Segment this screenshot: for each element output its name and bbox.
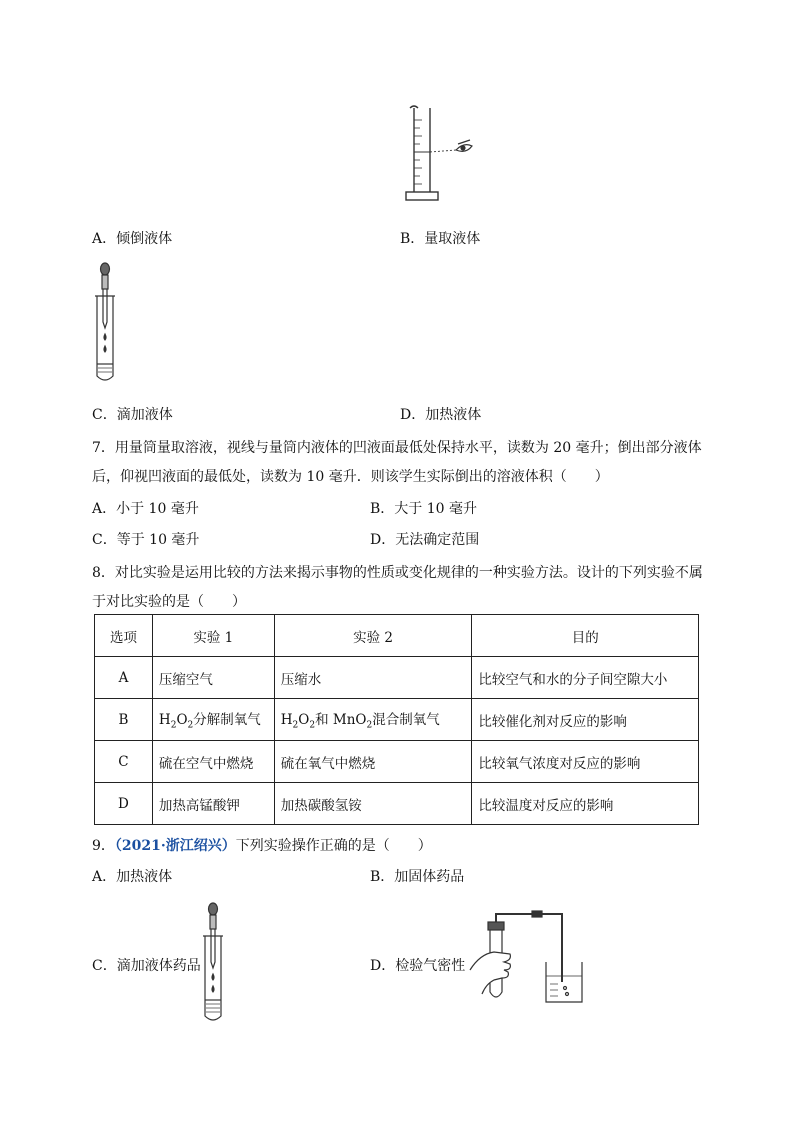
header-exp2: 实验 2 — [274, 615, 472, 657]
row-exp1: 硫在空气中燃烧 — [152, 741, 274, 783]
q7-option-b: B．大于 10 毫升 — [370, 501, 478, 517]
q7-stem-line2: 后，仰视凹液面的最低处，读数为 10 毫升．则该学生实际倒出的溶液体积（ ） — [92, 469, 609, 485]
row-goal: 比较空气和水的分子间空隙大小 — [472, 657, 699, 699]
q6-option-c: C．滴加液体 — [92, 407, 173, 423]
header-option: 选项 — [95, 615, 153, 657]
row-exp2: 加热碳酸氢铵 — [274, 783, 472, 825]
q9-option-c: C．滴加液体药品 — [92, 958, 201, 974]
q8-stem-line2: 于对比实验的是（ ） — [92, 594, 246, 610]
q9-number: 9． — [92, 838, 115, 854]
q9-dropper-test-tube-icon — [200, 900, 230, 1025]
q9-option-a: A．加热液体 — [92, 869, 173, 885]
q9-stem-text: 下列实验操作正确的是（ ） — [235, 838, 432, 854]
q6-option-a: A．倾倒液体 — [92, 231, 173, 247]
airtightness-check-icon — [466, 910, 596, 1010]
q7-option-a: A．小于 10 毫升 — [92, 501, 199, 517]
dropper-test-tube-icon — [92, 260, 122, 385]
table-header-row — [95, 615, 699, 657]
q9-option-b: B．加固体药品 — [370, 869, 465, 885]
row-goal: 比较催化剂对反应的影响 — [472, 699, 699, 741]
q7-option-d: D．无法确定范围 — [370, 532, 480, 548]
table-row — [95, 741, 699, 783]
table-row — [95, 783, 699, 825]
row-exp2: 硫在氧气中燃烧 — [274, 741, 472, 783]
row-goal: 比较温度对反应的影响 — [472, 783, 699, 825]
row-exp2: 压缩水 — [274, 657, 472, 699]
row-goal: 比较氧气浓度对反应的影响 — [472, 741, 699, 783]
row-exp1: $H_2O_2$分解制氧气 — [152, 699, 274, 741]
row-exp2: $H_2O_2$和 MnO$_2$混合制氧气 — [274, 699, 472, 741]
q7-option-c: C．等于 10 毫升 — [92, 532, 200, 548]
header-exp1: 实验 1 — [152, 615, 274, 657]
row-option: D — [95, 783, 153, 825]
table-row — [95, 699, 699, 741]
graduated-cylinder-icon — [406, 106, 438, 200]
row-exp1: 加热高锰酸钾 — [152, 783, 274, 825]
graduated-cylinder-eye-figure — [400, 100, 480, 210]
comparison-table — [94, 614, 699, 825]
q9-source: （2021·浙江绍兴） — [114, 838, 236, 854]
q9-option-d: D．检验气密性 — [370, 958, 466, 974]
header-goal: 目的 — [472, 615, 699, 657]
q9-stem — [92, 835, 432, 855]
q6-option-b: B．量取液体 — [400, 231, 481, 247]
table-row — [95, 657, 699, 699]
q8-stem-line1: 8．对比实验是运用比较的方法来揭示事物的性质或变化规律的一种实验方法。设计的下列实验不属 — [92, 565, 703, 581]
row-option: B — [95, 699, 153, 741]
eye-icon — [456, 140, 472, 151]
q7-stem-line1: 7．用量筒量取溶液，视线与量筒内液体的凹液面最低处保持水平，读数为 20 毫升；倒出部分液体 — [92, 440, 702, 456]
row-option: C — [95, 741, 153, 783]
q6-option-d: D．加热液体 — [400, 407, 482, 423]
row-exp1: 压缩空气 — [152, 657, 274, 699]
row-option: A — [95, 657, 153, 699]
